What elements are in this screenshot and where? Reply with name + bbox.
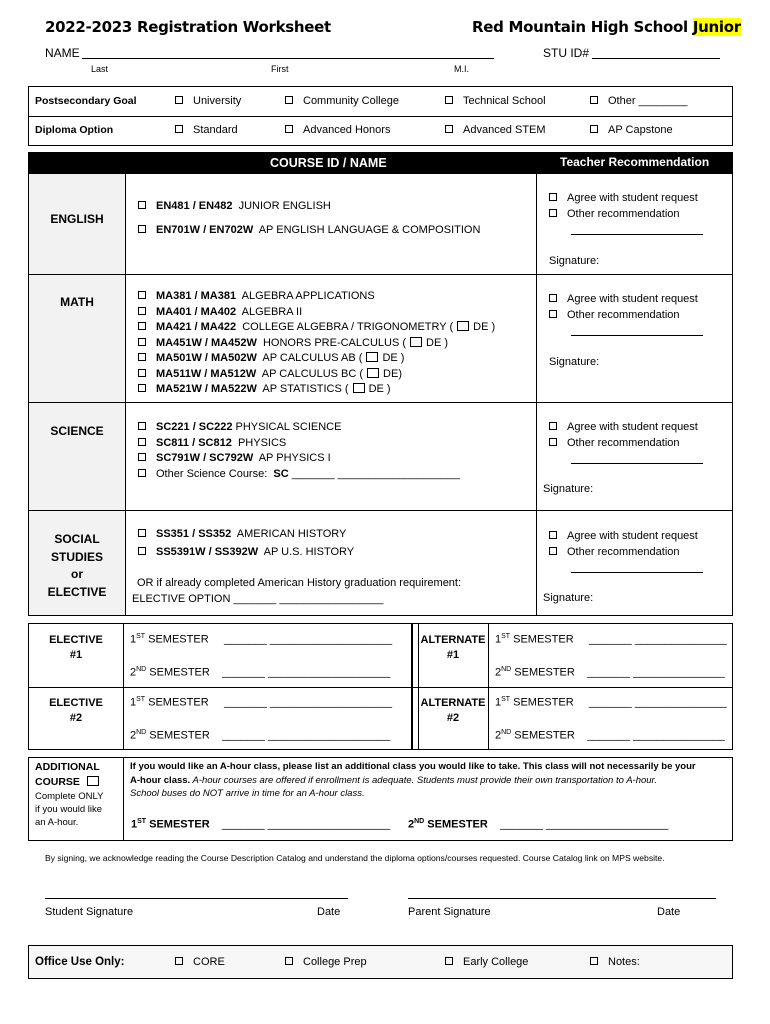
course-option[interactable]: MA381 / MA381 ALGEBRA APPLICATIONS — [138, 289, 495, 305]
checkbox-icon[interactable] — [549, 531, 557, 539]
dual-enrollment-box[interactable] — [410, 337, 422, 347]
course-option[interactable]: MA501W / MA502W AP CALCULUS AB ( DE ) — [138, 351, 495, 367]
student-date-label: Date — [317, 906, 341, 918]
subject-social-studies: SOCIAL STUDIES or ELECTIVE — [47, 532, 107, 599]
additional-vdiv — [123, 757, 124, 841]
alternate-2-sem1[interactable]: 1ST SEMESTER _______ _______________ — [495, 696, 727, 709]
office-option-notes[interactable]: Notes: — [590, 956, 640, 968]
goal-option-university[interactable]: University — [175, 95, 241, 107]
alternate-2-label: ALTERNATE #2 — [420, 697, 486, 724]
name-field-row — [45, 46, 80, 60]
math-signature-label: Signature: — [549, 356, 600, 368]
goal-label: Postsecondary Goal — [35, 95, 137, 107]
checkbox-icon[interactable] — [138, 322, 146, 330]
name-input-line[interactable] — [82, 58, 494, 59]
name-label: NAME — [45, 46, 80, 60]
electives-vdiv-2 — [411, 623, 413, 750]
checkbox-icon[interactable] — [285, 957, 293, 965]
math-recommendation — [549, 292, 698, 323]
parent-signature-line[interactable] — [408, 898, 716, 899]
additional-sem1[interactable]: 1ST SEMESTER _______ ____________________ — [131, 818, 391, 831]
grade-level: Junior — [692, 18, 741, 36]
checkbox-icon[interactable] — [138, 547, 146, 555]
math-rec-line[interactable] — [571, 335, 703, 336]
course-id-header: COURSE ID / NAME — [270, 156, 387, 170]
checkbox-icon[interactable] — [445, 96, 453, 104]
checkbox-icon[interactable] — [175, 96, 183, 104]
checkbox-icon[interactable] — [175, 957, 183, 965]
checkbox-icon[interactable] — [138, 422, 146, 430]
checkbox-icon[interactable] — [138, 469, 146, 477]
additional-title: ADDITIONAL COURSE — [35, 761, 100, 788]
course-option[interactable]: EN481 / EN482 JUNIOR ENGLISH — [138, 199, 480, 215]
elective-option-line[interactable]: ELECTIVE OPTION _______ _________________ — [132, 593, 384, 605]
office-option-early-college[interactable]: Early College — [445, 956, 528, 968]
checkbox-icon[interactable] — [138, 384, 146, 392]
social-signature-label: Signature: — [543, 592, 594, 604]
elective-2-sem2[interactable]: 2ND SEMESTER _______ ____________________ — [130, 729, 391, 742]
electives-vdiv-1 — [123, 623, 124, 750]
acknowledge-text: By signing, we acknowledge reading the Course Description Catalog and understand the diploma options/courses requested. Course Catalog link on MPS website. — [45, 853, 665, 863]
elective-1-label: ELECTIVE #1 — [49, 634, 103, 661]
other-rec-option[interactable]: Other recommendation — [549, 436, 698, 452]
checkbox-icon[interactable] — [138, 438, 146, 446]
checkbox-icon[interactable] — [549, 422, 557, 430]
checkbox-icon[interactable] — [590, 957, 598, 965]
elective-2-sem1[interactable]: 1ST SEMESTER _______ ____________________ — [130, 696, 393, 709]
checkbox-icon[interactable] — [549, 547, 557, 555]
english-rec-line[interactable] — [571, 234, 703, 235]
course-option[interactable]: MA421 / MA422 COLLEGE ALGEBRA / TRIGONOMETRY ( DE ) — [138, 320, 495, 336]
english-recommendation — [549, 191, 698, 222]
diploma-option-standard[interactable]: Standard — [175, 124, 238, 136]
teacher-rec-header: Teacher Recommendation — [560, 155, 710, 169]
social-recommendation — [549, 529, 698, 560]
subject-math: MATH — [60, 295, 94, 309]
alternate-1-label: ALTERNATE #1 — [420, 634, 486, 661]
course-option[interactable]: SC221 / SC222 PHYSICAL SCIENCE — [138, 420, 460, 436]
elective-1-sem2[interactable]: 2ND SEMESTER _______ ____________________ — [130, 666, 391, 679]
social-courses — [138, 527, 354, 560]
agree-option[interactable]: Agree with student request — [549, 191, 698, 207]
additional-sem2[interactable]: 2ND SEMESTER _______ ____________________ — [408, 818, 669, 831]
stu-id-input-line[interactable] — [592, 58, 720, 59]
school-name: Red Mountain High School — [472, 18, 688, 36]
school-name-block — [472, 18, 741, 36]
elective-2-label: ELECTIVE #2 — [49, 697, 103, 724]
subject-divider — [125, 174, 126, 616]
course-option[interactable]: MA511W / MA512W AP CALCULUS BC ( DE) — [138, 367, 495, 383]
social-note: OR if already completed American History graduation requirement: — [137, 577, 462, 589]
goal-option-technical-school[interactable]: Technical School — [445, 95, 546, 107]
checkbox-icon[interactable] — [138, 369, 146, 377]
course-option[interactable]: SC811 / SC812 PHYSICS — [138, 436, 460, 452]
office-option-college-prep[interactable]: College Prep — [285, 956, 367, 968]
student-signature-line[interactable] — [45, 898, 348, 899]
checkbox-icon[interactable] — [138, 307, 146, 315]
checkbox-icon[interactable] — [285, 96, 293, 104]
agree-option[interactable]: Agree with student request — [549, 529, 698, 545]
checkbox-icon[interactable] — [138, 225, 146, 233]
student-signature-label: Student Signature — [45, 906, 134, 918]
last-label: Last — [91, 64, 109, 74]
dual-enrollment-box[interactable] — [353, 383, 365, 393]
checkbox-icon[interactable] — [549, 294, 557, 302]
additional-course-checkbox[interactable] — [87, 776, 99, 786]
social-rec-line[interactable] — [571, 572, 703, 573]
row-divider-1 — [28, 274, 733, 275]
goal-option-community-college[interactable]: Community College — [285, 95, 399, 107]
goal-diploma-divider — [28, 116, 733, 117]
stu-id-label: STU ID# — [543, 46, 590, 60]
checkbox-icon[interactable] — [445, 125, 453, 133]
subject-english: ENGLISH — [50, 212, 104, 226]
course-option[interactable]: MA401 / MA402 ALGEBRA II — [138, 305, 495, 321]
mi-label: M.I. — [454, 64, 469, 74]
dual-enrollment-box[interactable] — [367, 368, 379, 378]
diploma-label: Diploma Option — [35, 124, 114, 136]
page-title: 2022-2023 Registration Worksheet — [45, 18, 331, 36]
checkbox-icon[interactable] — [549, 438, 557, 446]
elective-1-sem1[interactable]: 1ST SEMESTER _______ ____________________ — [130, 633, 393, 646]
checkbox-icon[interactable] — [175, 125, 183, 133]
english-courses — [138, 199, 480, 238]
diploma-option-advanced-stem[interactable]: Advanced STEM — [445, 124, 546, 136]
diploma-option-ap-capstone[interactable]: AP Capstone — [590, 124, 673, 136]
office-option-core[interactable]: CORE — [175, 956, 225, 968]
additional-subtext: Complete ONLY if you would like an A-hour. — [35, 791, 104, 828]
course-option-other-science[interactable]: Other Science Course: SC _______ ____________________ — [138, 467, 460, 483]
checkbox-icon[interactable] — [549, 209, 557, 217]
subject-science: SCIENCE — [50, 424, 104, 438]
electives-divider — [28, 687, 733, 688]
science-signature-label: Signature: — [543, 483, 594, 495]
diploma-option-advanced-honors[interactable]: Advanced Honors — [285, 124, 390, 136]
course-option[interactable]: EN701W / EN702W AP ENGLISH LANGUAGE & COMPOSITION — [138, 223, 480, 239]
checkbox-icon[interactable] — [138, 529, 146, 537]
course-option[interactable]: MA451W / MA452W HONORS PRE-CALCULUS ( DE ) — [138, 336, 495, 352]
row-divider-3 — [28, 510, 733, 511]
checkbox-icon[interactable] — [285, 125, 293, 133]
additional-instructions: If you would like an A-hour class, please list an additional class you would like to take. This class will not necessarily be your A-hour class. A-hour courses are offered if enrollment is adequate. Students must provide their own transportation to A-hour. School buses do NOT arrive in time for an A-hour class. — [130, 761, 696, 799]
checkbox-icon[interactable] — [138, 338, 146, 346]
rec-divider — [536, 174, 537, 616]
other-rec-option[interactable]: Other recommendation — [549, 207, 698, 223]
science-rec-line[interactable] — [571, 463, 703, 464]
science-recommendation — [549, 420, 698, 451]
first-label: First — [271, 64, 289, 74]
checkbox-icon[interactable] — [138, 291, 146, 299]
checkbox-icon[interactable] — [138, 201, 146, 209]
science-courses — [138, 420, 460, 482]
alternate-1-sem2[interactable]: 2ND SEMESTER _______ _______________ — [495, 666, 725, 679]
math-courses — [138, 289, 495, 398]
checkbox-icon[interactable] — [549, 310, 557, 318]
english-signature-label: Signature: — [549, 255, 600, 267]
agree-option[interactable]: Agree with student request — [549, 420, 698, 436]
dual-enrollment-box[interactable] — [366, 352, 378, 362]
agree-option[interactable]: Agree with student request — [549, 292, 698, 308]
checkbox-icon[interactable] — [549, 193, 557, 201]
parent-signature-label: Parent Signature — [408, 906, 491, 918]
checkbox-icon[interactable] — [590, 125, 598, 133]
other-rec-option[interactable]: Other recommendation — [549, 308, 698, 324]
course-option[interactable]: SS5391W / SS392W AP U.S. HISTORY — [138, 545, 354, 561]
office-use-label: Office Use Only: — [35, 956, 125, 968]
alternate-2-sem2[interactable]: 2ND SEMESTER _______ _______________ — [495, 729, 725, 742]
checkbox-icon[interactable] — [138, 353, 146, 361]
dual-enrollment-box[interactable] — [457, 321, 469, 331]
course-option[interactable]: MA521W / MA522W AP STATISTICS ( DE ) — [138, 382, 495, 398]
row-divider-2 — [28, 402, 733, 403]
alternate-1-sem1[interactable]: 1ST SEMESTER _______ _______________ — [495, 633, 727, 646]
other-rec-option[interactable]: Other recommendation — [549, 545, 698, 561]
checkbox-icon[interactable] — [138, 453, 146, 461]
course-option[interactable]: SC791W / SC792W AP PHYSICS I — [138, 451, 460, 467]
course-option[interactable]: SS351 / SS352 AMERICAN HISTORY — [138, 527, 354, 543]
goal-option-other[interactable]: Other ________ — [590, 95, 688, 107]
checkbox-icon[interactable] — [590, 96, 598, 104]
electives-vdiv-4 — [488, 623, 489, 750]
parent-date-label: Date — [657, 906, 681, 918]
checkbox-icon[interactable] — [445, 957, 453, 965]
